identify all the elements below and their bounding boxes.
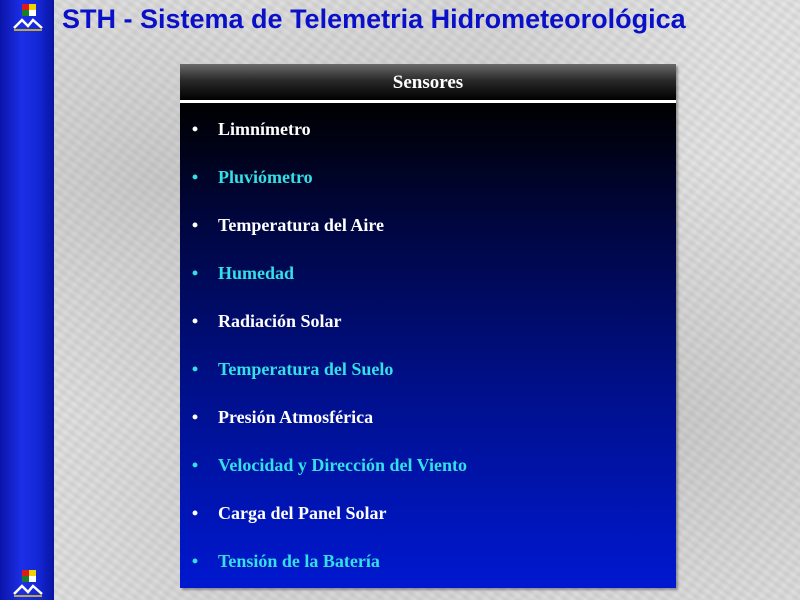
list-item-label: Carga del Panel Solar	[218, 503, 387, 523]
list-item-label: Temperatura del Aire	[218, 215, 384, 235]
list-item-label: Limnímetro	[218, 119, 311, 139]
bullet-icon: •	[191, 455, 199, 475]
bullet-icon: •	[191, 359, 199, 379]
list-item-label: Humedad	[218, 263, 295, 283]
bullet-icon: •	[191, 551, 199, 571]
bullet-icon: •	[191, 263, 199, 283]
bullet-icon: •	[191, 215, 199, 235]
list-item-label: Pluviómetro	[218, 167, 313, 187]
bullet-icon: •	[191, 311, 199, 331]
sensor-list	[180, 103, 676, 588]
sensors-panel	[180, 64, 676, 588]
panel-header: Sensores	[180, 64, 676, 103]
list-item-label: Velocidad y Dirección del Viento	[218, 455, 467, 475]
left-sidebar	[0, 0, 54, 600]
bullet-icon: •	[191, 119, 199, 139]
logo-icon	[13, 3, 43, 31]
list-item-label: Presión Atmosférica	[218, 407, 374, 427]
page-title: STH - Sistema de Telemetria Hidrometeorológica	[62, 4, 686, 34]
list-item-label: Temperatura del Suelo	[218, 359, 394, 379]
bullet-icon: •	[191, 407, 199, 427]
bullet-icon: •	[191, 167, 199, 187]
list-item-label: Radiación Solar	[218, 311, 342, 331]
bullet-icon: •	[191, 503, 199, 523]
logo-icon	[13, 569, 43, 597]
list-item-label: Tensión de la Batería	[218, 551, 380, 571]
